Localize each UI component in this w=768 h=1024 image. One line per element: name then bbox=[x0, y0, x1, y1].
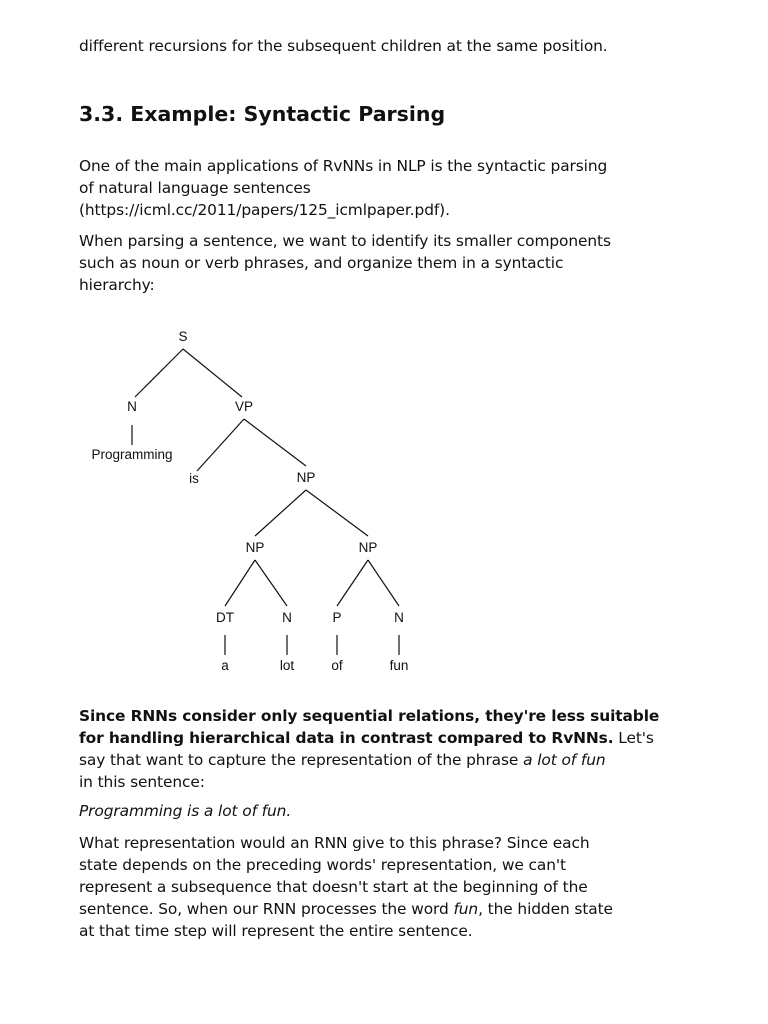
paragraph-rnn-representation bbox=[79, 832, 679, 942]
tree-edge-np_top-np_right bbox=[306, 490, 368, 536]
bold-statement-part2: for handling hierarchical data in contrast compared to RvNNs. bbox=[79, 729, 614, 747]
tree-node-n2: N bbox=[282, 610, 292, 625]
tree-node-np-top: NP bbox=[296, 470, 316, 485]
tree-node-n3: N bbox=[394, 610, 404, 625]
tree-edge-vp-np_top bbox=[244, 419, 306, 466]
paragraph-line: such as noun or verb phrases, and organize them in a syntactic bbox=[79, 254, 564, 272]
tree-node-s: S bbox=[178, 329, 188, 344]
paragraph-applications bbox=[79, 155, 679, 221]
example-sentence: Programming is a lot of fun. bbox=[79, 802, 292, 820]
tree-edge-np_left-n2 bbox=[255, 560, 287, 606]
paragraph-line bbox=[79, 898, 679, 920]
paragraph-line bbox=[79, 705, 679, 727]
example-sentence-paragraph bbox=[79, 800, 679, 822]
paragraph-line: in this sentence: bbox=[79, 773, 205, 791]
tree-node-w-fun: fun bbox=[389, 658, 409, 673]
paragraph-line: of natural language sentences bbox=[79, 179, 311, 197]
tree-node-w-lot: lot bbox=[279, 658, 295, 673]
tree-edge-np_right-n3 bbox=[368, 560, 399, 606]
text-segment: Let's bbox=[613, 729, 654, 747]
paragraph-parsing bbox=[79, 230, 679, 296]
tree-edge-vp-w_is bbox=[197, 419, 244, 471]
paragraph-line: state depends on the preceding words' representation, we can't bbox=[79, 856, 566, 874]
paragraph-line: at that time step will represent the entire sentence. bbox=[79, 922, 473, 940]
paragraph-line: hierarchy: bbox=[79, 276, 155, 294]
tree-node-w-of: of bbox=[331, 658, 343, 673]
italic-word: fun bbox=[453, 900, 479, 918]
intro-paragraph bbox=[79, 35, 679, 57]
paragraph-line: When parsing a sentence, we want to identify its smaller components bbox=[79, 232, 611, 250]
tree-node-dt: DT bbox=[216, 610, 234, 625]
tree-node-n1: N bbox=[127, 399, 137, 414]
text-segment: say that want to capture the representation of the phrase bbox=[79, 751, 524, 769]
tree-edge-s-vp bbox=[183, 349, 242, 397]
paragraph-line: represent a subsequence that doesn't start at the beginning of the bbox=[79, 878, 588, 896]
tree-node-w-programming: Programming bbox=[91, 447, 173, 462]
tree-edge-s-n1 bbox=[135, 349, 183, 397]
paragraph-rnn-comparison bbox=[79, 705, 679, 793]
tree-node-np-left: NP bbox=[245, 540, 265, 555]
tree-edge-np_right-p bbox=[337, 560, 368, 606]
syntax-tree-diagram bbox=[80, 325, 440, 685]
paragraph-line: What representation would an RNN give to this phrase? Since each bbox=[79, 834, 590, 852]
tree-node-w-a: a bbox=[221, 658, 229, 673]
section-heading: 3.3. Example: Syntactic Parsing bbox=[79, 102, 446, 126]
tree-node-w-is: is bbox=[189, 471, 199, 486]
tree-edge-np_top-np_left bbox=[255, 490, 306, 536]
text-segment: sentence. So, when our RNN processes the word bbox=[79, 900, 454, 918]
intro-line: different recursions for the subsequent children at the same position. bbox=[79, 37, 608, 55]
italic-phrase: a lot of fun bbox=[523, 751, 606, 769]
syntax-tree-svg bbox=[80, 325, 440, 685]
paragraph-line-link: (https://icml.cc/2011/papers/125_icmlpaper.pdf). bbox=[79, 201, 450, 219]
tree-node-np-right: NP bbox=[358, 540, 378, 555]
text-segment: , the hidden state bbox=[478, 900, 613, 918]
tree-node-p: P bbox=[332, 610, 342, 625]
paragraph-line: One of the main applications of RvNNs in NLP is the syntactic parsing bbox=[79, 157, 608, 175]
tree-node-vp: VP bbox=[234, 399, 254, 414]
paragraph-line bbox=[79, 749, 679, 771]
tree-edge-np_left-dt bbox=[225, 560, 255, 606]
paragraph-line bbox=[79, 727, 679, 749]
bold-statement-part1: Since RNNs consider only sequential relations, they're less suitable bbox=[79, 707, 660, 725]
